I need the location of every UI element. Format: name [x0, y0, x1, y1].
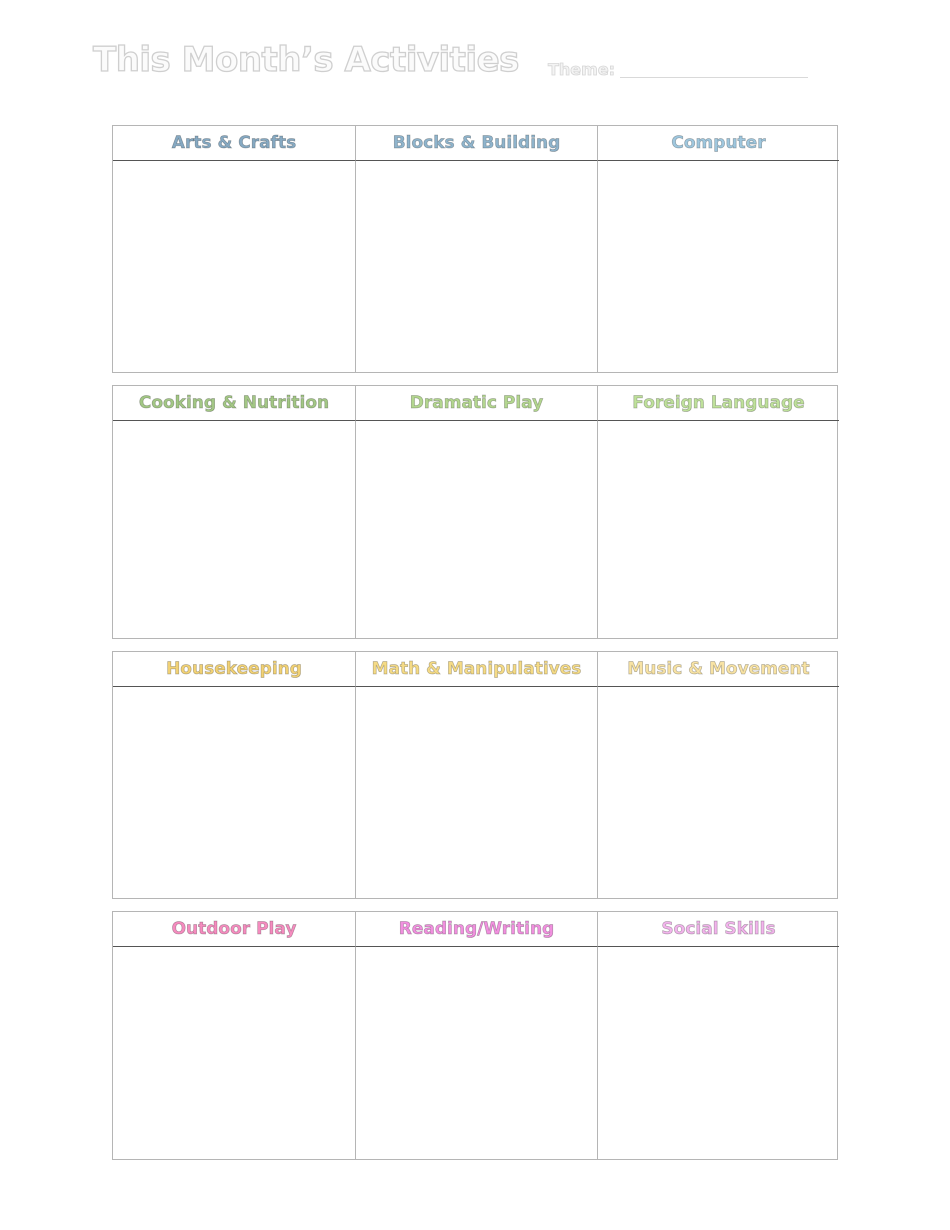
- cell-blocks-building[interactable]: [355, 161, 597, 372]
- header-math-manipulatives: Math & Manipulatives: [355, 652, 597, 687]
- theme-input-line[interactable]: [620, 77, 808, 78]
- cell-dramatic-play[interactable]: [355, 421, 597, 638]
- header-blocks-building: Blocks & Building: [355, 126, 597, 161]
- cell-cooking-nutrition[interactable]: [113, 421, 355, 638]
- header-cooking-nutrition: Cooking & Nutrition: [113, 386, 355, 421]
- header-computer: Computer: [597, 126, 839, 161]
- cell-social-skills[interactable]: [597, 947, 839, 1159]
- header-arts-crafts: Arts & Crafts: [113, 126, 355, 161]
- header-music-movement: Music & Movement: [597, 652, 839, 687]
- activity-block-1: [112, 125, 838, 373]
- theme-label: Theme:: [548, 60, 616, 79]
- cell-housekeeping[interactable]: [113, 687, 355, 898]
- page-header: [0, 0, 950, 110]
- cell-math-manipulatives[interactable]: [355, 687, 597, 898]
- cell-computer[interactable]: [597, 161, 839, 372]
- activity-block-3: [112, 651, 838, 899]
- page-title: This Month’s Activities: [93, 40, 519, 80]
- cell-music-movement[interactable]: [597, 687, 839, 898]
- header-foreign-language: Foreign Language: [597, 386, 839, 421]
- cell-outdoor-play[interactable]: [113, 947, 355, 1159]
- header-reading-writing: Reading/Writing: [355, 912, 597, 947]
- header-outdoor-play: Outdoor Play: [113, 912, 355, 947]
- activity-block-2: [112, 385, 838, 639]
- cell-reading-writing[interactable]: [355, 947, 597, 1159]
- cell-foreign-language[interactable]: [597, 421, 839, 638]
- header-housekeeping: Housekeeping: [113, 652, 355, 687]
- header-dramatic-play: Dramatic Play: [355, 386, 597, 421]
- header-social-skills: Social Skills: [597, 912, 839, 947]
- cell-arts-crafts[interactable]: [113, 161, 355, 372]
- activity-block-4: [112, 911, 838, 1160]
